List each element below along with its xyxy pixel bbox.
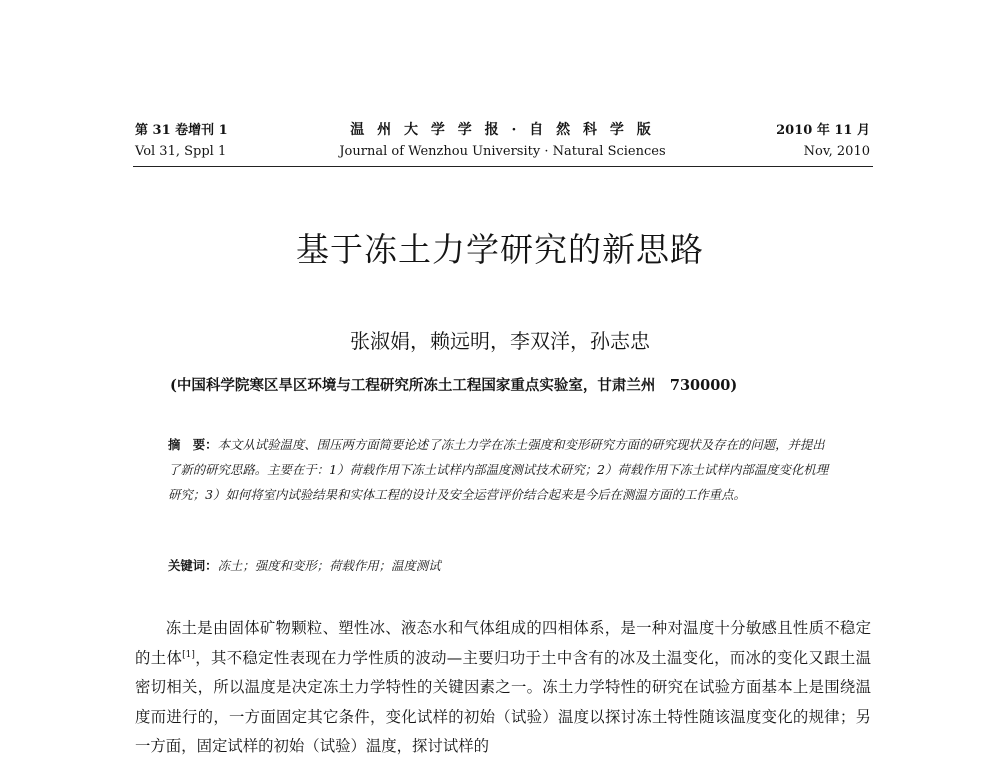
author-list: 张淑娟，赖远明，李双洋，孙志忠 xyxy=(350,329,650,353)
header-rule xyxy=(133,166,873,167)
journal-name-cn: 温 州 大 学 学 报 · 自 然 科 学 版 xyxy=(350,122,655,138)
abstract xyxy=(168,432,836,507)
body-text-part-2: ，其不稳定性表现在力学性质的波动—主要归功于土中含有的冰及土温变化，而冰的变化又跟土温密切相关，所以温度是决定冻土力学特性的关键因素之一。冻土力学特性的研究在试验方面基本上是围绕温度而进行的，一方面固定其它条件，变化试样的初始（试验）温度以探讨冻土特性随该温度变化的规律；另一方面，固定试样的初始（试验）温度，探讨试样的 xyxy=(135,648,871,755)
journal-name-en: Journal of Wenzhou University · Natural Sciences xyxy=(339,144,666,159)
abstract-text: 本文从试验温度、围压两方面简要论述了冻土力学在冻土强度和变形研究方面的研究现状及存在的问题，并提出了新的研究思路。主要在于：1）荷载作用下冻土试样内部温度测试技术研究；2）荷载作用下冻土试样内部温度变化机理研究；3）如何将室内试验结果和实体工程的设计及安全运营评价结合起来是今后在测温方面的工作重点。 xyxy=(168,437,829,502)
date-cn: 2010 年 11 月 xyxy=(776,123,870,138)
keywords-label: 关键词： xyxy=(168,558,218,573)
affiliation: (中国科学院寒区旱区环境与工程研究所冻土工程国家重点实验室，甘肃兰州 730000) xyxy=(170,377,738,394)
paper-title: 基于冻土力学研究的新思路 xyxy=(296,230,704,269)
volume-cn: 第 31 卷增刊 1 xyxy=(135,123,228,138)
date-en: Nov, 2010 xyxy=(803,144,870,159)
citation-ref[interactable]: [1] xyxy=(182,649,195,660)
keywords xyxy=(168,555,836,577)
body-paragraph xyxy=(135,614,871,762)
body-text-part-1: 冻土是由固体矿物颗粒、塑性冰、液态水和气体组成的四相体系，是一种对温度十分敏感且性质不稳定的土体 xyxy=(135,619,871,667)
keywords-text: 冻土；强度和变形；荷载作用；温度测试 xyxy=(217,558,441,573)
issue-date xyxy=(776,120,870,162)
volume-en: Vol 31, Sppl 1 xyxy=(135,144,227,159)
abstract-label: 摘 要： xyxy=(168,437,218,452)
journal-header xyxy=(135,120,870,166)
journal-name xyxy=(135,120,870,162)
